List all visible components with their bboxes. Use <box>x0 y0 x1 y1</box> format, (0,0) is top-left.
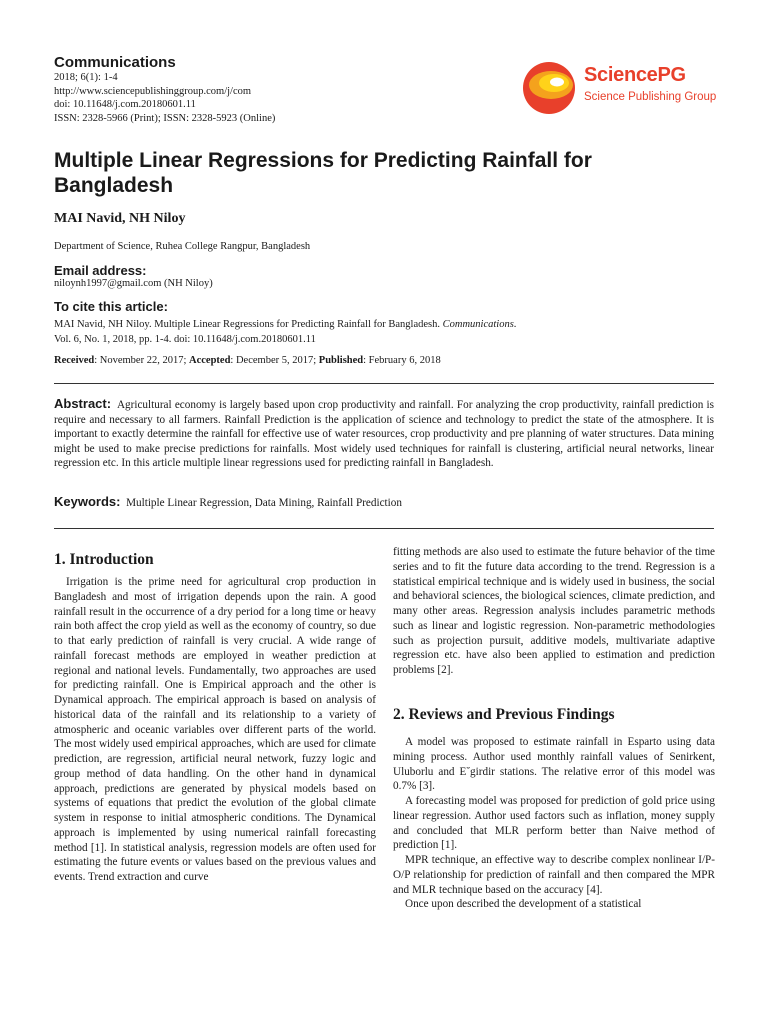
journal-meta <box>54 71 275 125</box>
section-heading-reviews: 2. Reviews and Previous Findings <box>393 706 615 723</box>
email-heading: Email address: <box>54 263 147 278</box>
keywords-label: Keywords: <box>54 494 121 509</box>
received-date: : November 22, 2017; <box>94 355 190 366</box>
received-label: Received <box>54 355 95 366</box>
published-date: : February 6, 2018 <box>363 355 441 366</box>
journal-name: Communications <box>54 54 176 71</box>
introduction-continued <box>393 545 715 678</box>
reviews-paragraph-2: A forecasting model was proposed for prediction of gold price using linear regression. Author used factors such as inflation, money supply and concluded that MLR perform better than Naive method of prediction [1]. <box>393 795 715 852</box>
citation-text: MAI Navid, NH Niloy. Multiple Linear Regressions for Predicting Rainfall for Bangladesh. <box>54 319 440 330</box>
citation-volume: Vol. 6, No. 1, 2018, pp. 1-4. doi: 10.11648/j.com.20180601.11 <box>54 334 316 345</box>
publication-dates <box>54 355 441 366</box>
reviews-paragraph-1: A model was proposed to estimate rainfall in Esparto using data mining process. Author used monthly rainfall values of Senirkent, Uluborlu and E˘girdir stations. The relative error of this model was 0.7% [3]. <box>393 736 715 793</box>
email-address[interactable]: niloynh1997@gmail.com (NH Niloy) <box>54 278 213 289</box>
abstract-text: Agricultural economy is largely based upon crop productivity and rainfall. For analyzing the crop productivity, rainfall prediction is require and necessary to all farmers. Rainfall Prediction is the application of science and technology to predict the state of the atmosphere. It is important to exactly determine the rainfall for effective use of water resources, crop productivity and pre planning of water structures. Data mining might be used to make precise predictions for rainfalls. Most widely used techniques for rainfall is clustering, artificial neural networks, linear regression etc. In this article multiple linear regressions used for predicting rainfall in Bangladesh. <box>54 399 714 470</box>
logo-name: SciencePG <box>584 64 686 86</box>
reviews-paragraph-3: MPR technique, an effective way to describe complex nonlinear I/P-O/P relationship for prediction of rainfall and then compared the MPR and MLR technique based on the accuracy [4]. <box>393 854 715 896</box>
reviews-column <box>393 735 715 912</box>
introduction-paragraph: Irrigation is the prime need for agricultural crop production in Bangladesh and most of irrigation depends upon the rain. A good rainfall result in the occurrence of a dry period for a long time or heavy rain both affect the crop yield as well as the economy of country, so due to that early prediction of rainfall is very crucial. A wide range of rainfall forecast methods are employed in weather prediction at regional and national levels. Fundamentally, two approaches are used for predicting rainfall. One is Empirical approach and the other is Dynamical approach. The empirical approach is based on analysis of historical data of the rainfall and its relationship to a variety of atmospheric and oceanic variables over different parts of the world. The most widely used empirical approaches, which are used for climate prediction, are regression, artificial neural network, fuzzy logic and group method of data handling. On the other hand in dynamical approach, predictions are generated by physical models based on systems of equations that predict the evolution of the global climate system in response to initial atmospheric conditions. The Dynamical approach is implemented by using numerical rainfall forecasting method [1]. In statistical analysis, regression models are often used for estimating the future events or values based on the previous values and events. Trend extraction and curve <box>54 576 376 883</box>
affiliation: Department of Science, Ruhea College Rangpur, Bangladesh <box>54 241 311 252</box>
accepted-label: Accepted <box>189 355 231 366</box>
paper-title: Multiple Linear Regressions for Predicting Rainfall for Bangladesh <box>54 149 592 197</box>
citation-journal: Communications <box>442 319 514 330</box>
keywords-text: Multiple Linear Regression, Data Mining, Rainfall Prediction <box>126 497 402 509</box>
introduction-column <box>54 575 376 885</box>
abstract <box>54 397 714 471</box>
published-label: Published <box>318 355 364 366</box>
doi-line: doi: 10.11648/j.com.20180601.11 <box>54 99 196 110</box>
journal-url[interactable]: http://www.sciencepublishinggroup.com/j/com <box>54 85 252 97</box>
citation: MAI Navid, NH Niloy. Multiple Linear Regressions for Predicting Rainfall for Bangladesh. Communications. Vol. 6, No. 1, 2018, pp. 1-4. doi: 10.11648/j.com.20180601.11 <box>54 319 517 345</box>
issue-line: 2018; 6(1): 1-4 <box>54 72 118 83</box>
logo-tagline: Science Publishing Group <box>584 91 717 103</box>
authors: MAI Navid, NH Niloy <box>54 211 186 226</box>
introduction-paragraph-continued: fitting methods are also used to estimate the future behavior of the time series and to fit the future data according to the trend. Regression is a statistical empirical technique and is widely used in business, the social and behavioral sciences, the biological sciences, climate prediction, and many other areas. Regression analysis includes parametric methods such as linear and logistic regression. Non-parametric methodologies such as projection pursuit, additive models, multivariate adaptive regression etc. have also been applied to estimation and prediction problems [2]. <box>393 546 715 676</box>
reviews-paragraph-4: Once upon described the development of a statistical <box>405 898 642 911</box>
accepted-date: : December 5, 2017; <box>230 355 319 366</box>
keywords <box>54 494 402 509</box>
cite-heading: To cite this article: <box>54 299 168 314</box>
abstract-label: Abstract: <box>54 396 112 411</box>
divider-bottom <box>54 528 714 529</box>
divider-top <box>54 383 714 384</box>
issn-line: ISSN: 2328-5966 (Print); ISSN: 2328-5923 (Online) <box>54 112 276 124</box>
section-heading-introduction: 1. Introduction <box>54 551 154 568</box>
